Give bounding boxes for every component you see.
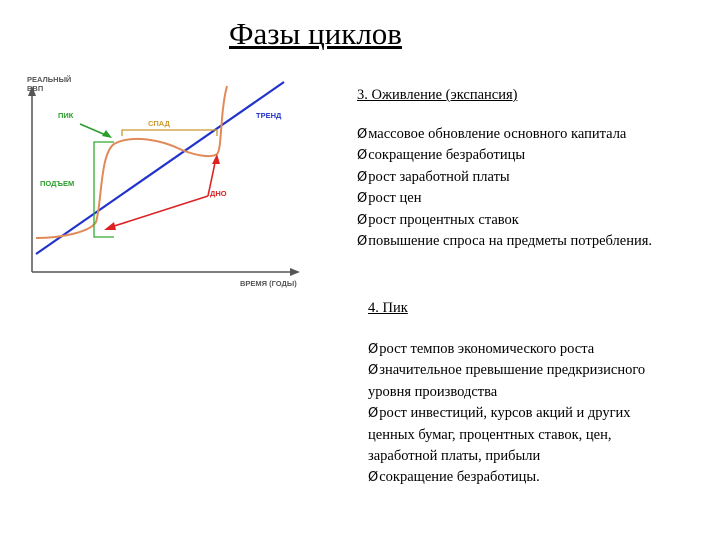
bullet-text: значительное превышение предкризисного уровня производства [368, 362, 646, 400]
peak-label: ПИК [58, 111, 74, 120]
bullet-icon: Ø [357, 169, 368, 185]
bullet-item [368, 467, 668, 488]
bullet-item [357, 188, 712, 209]
bullet-text: массовое обновление основного капитала [368, 126, 627, 142]
bullet-text: повышение спроса на предметы потребления. [368, 233, 653, 250]
bullet-item [368, 360, 668, 403]
y-axis-label-line1: РЕАЛЬНЫЙ [27, 75, 72, 84]
rise-bracket [94, 142, 114, 237]
x-axis-arrow [290, 268, 300, 276]
decline-label: СПАД [148, 119, 170, 128]
bullet-item [368, 403, 668, 467]
bullet-text: сокращение безработицы [368, 147, 526, 164]
trend-line [36, 82, 284, 254]
bullet-icon: Ø [368, 406, 379, 422]
bullet-text: рост инвестиций, курсов акций и других ценных бумаг, процентных ставок, цен, заработной платы, прибыли [368, 405, 631, 465]
rise-label: ПОДЪЕМ [40, 179, 75, 188]
bullet-text: рост заработной платы [368, 168, 510, 185]
page-title: Фазы циклов [229, 16, 402, 51]
bullet-text: рост процентных ставок [368, 211, 519, 228]
bottom-label: ДНО [210, 189, 227, 198]
bullet-icon: Ø [357, 212, 368, 228]
bullet-item [368, 339, 668, 360]
bullet-icon: Ø [357, 127, 368, 142]
bullet-item [357, 231, 712, 252]
section4-heading: 4. Пик [368, 300, 408, 316]
bottom-arrow-line [108, 196, 208, 228]
bullet-text: рост темпов экономического роста [379, 341, 595, 357]
peak-arrow-head [102, 130, 112, 138]
bullet-item [357, 167, 712, 188]
trend-label: ТРЕНД [256, 111, 282, 120]
y-axis-label-line2: ВВП [27, 84, 44, 93]
bottom-arrow-head-left [104, 222, 116, 230]
business-cycle-diagram [22, 72, 322, 294]
bullet-icon: Ø [357, 191, 368, 207]
bullet-icon: Ø [368, 470, 379, 486]
bullet-icon: Ø [368, 363, 379, 379]
section3-list [357, 124, 712, 252]
decline-bracket [122, 130, 217, 136]
bullet-icon: Ø [357, 234, 368, 250]
bullet-text: рост цен [368, 190, 422, 207]
x-axis-label: ВРЕМЯ (ГОДЫ) [240, 279, 297, 288]
section4-list [368, 339, 668, 489]
section3-heading: 3. Оживление (экспансия) [357, 87, 518, 103]
bullet-item [357, 124, 712, 145]
bullet-icon: Ø [357, 148, 368, 164]
cycle-curve [36, 86, 227, 238]
bullet-icon: Ø [368, 342, 379, 357]
bullet-text: сокращение безработицы. [379, 469, 540, 486]
bullet-item [357, 145, 712, 166]
bullet-item [357, 210, 712, 231]
